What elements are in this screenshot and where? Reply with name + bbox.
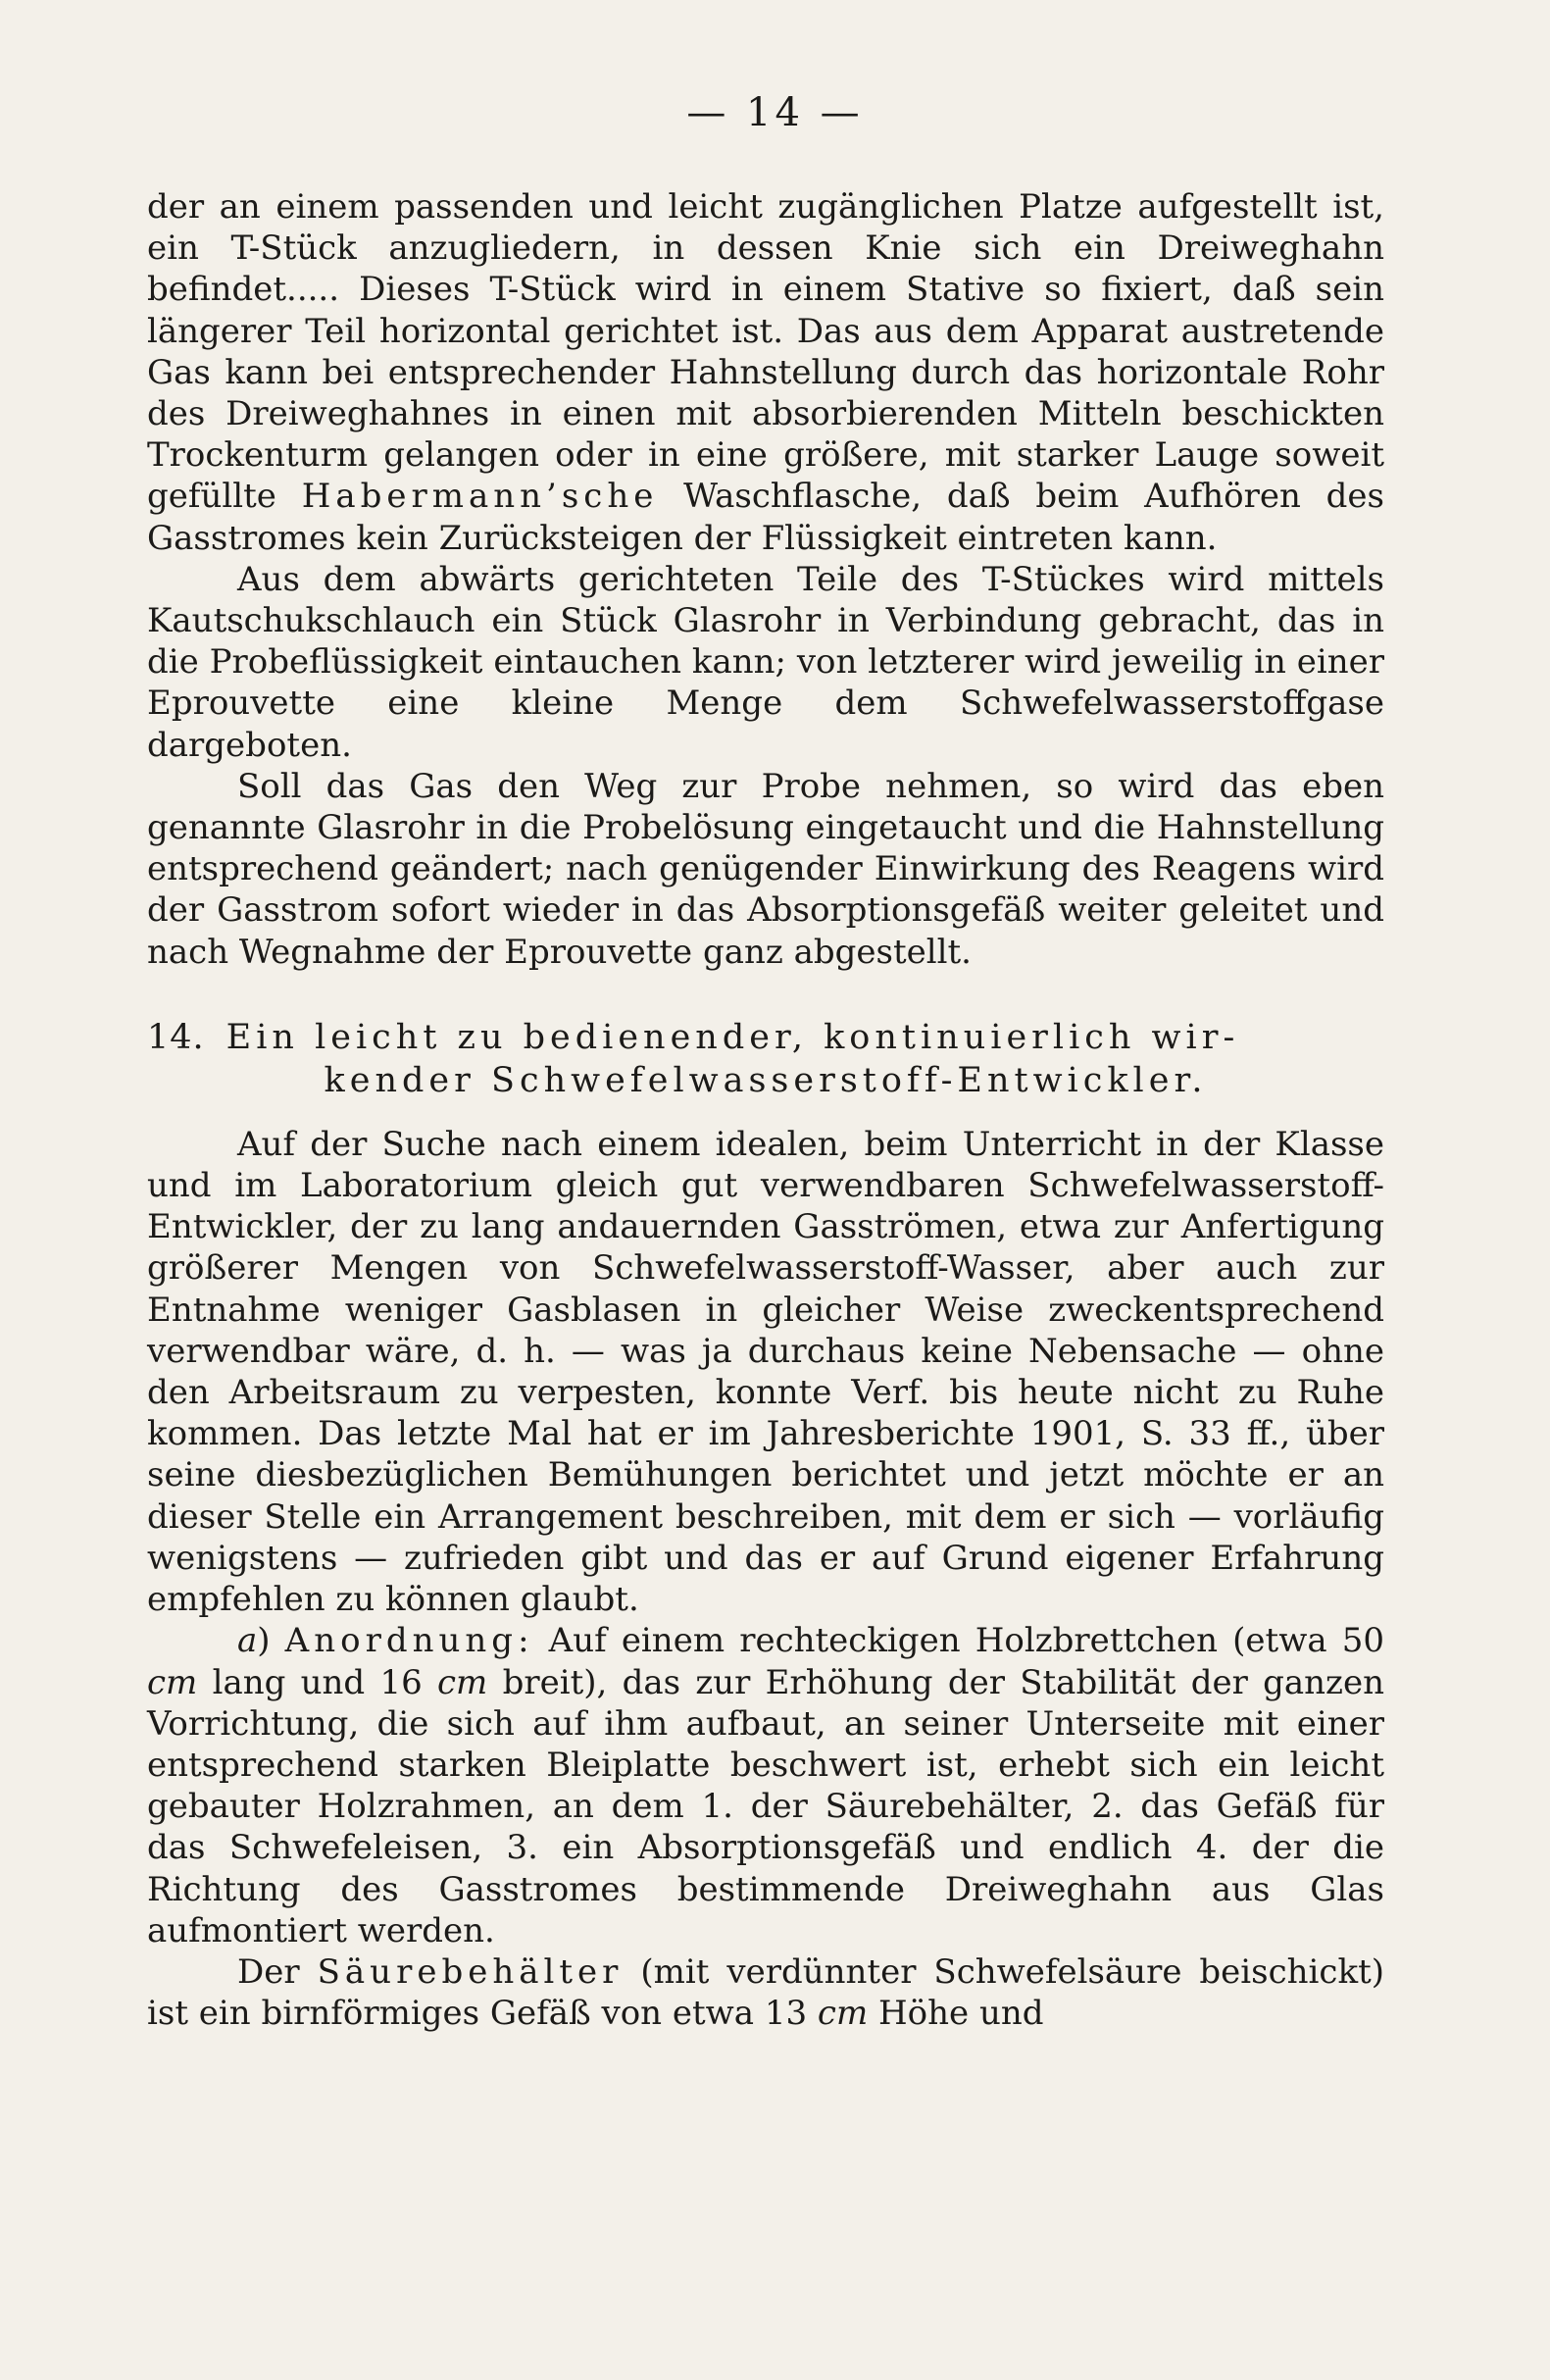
section-title-line1: Ein leicht zu bedienender, kontinuierlich wir-: [225, 1017, 1240, 1057]
page-body: [147, 186, 1384, 2034]
text-run: a: [237, 1621, 258, 1661]
text-run: (mit verdünnter Schwefelsäure beischickt) ist ein birnförmiges Gefäß von etwa 13: [147, 1951, 1385, 2034]
paragraph: [147, 1951, 1384, 2034]
section-title-line2: kender Schwefelwasserstoff-Entwickler.: [324, 1060, 1208, 1100]
text-run: lang und 16: [197, 1662, 437, 1702]
text-run: Auf einem rechteckigen Holzbrettchen (etwa 50: [533, 1621, 1384, 1661]
page-number: — 14 —: [686, 90, 864, 135]
paragraph: [147, 766, 1384, 973]
text-run: Höhe und: [868, 1994, 1044, 2034]
paragraph: [147, 186, 1384, 559]
paragraph: [147, 1124, 1384, 1620]
section-number: 14.: [147, 1017, 205, 1057]
text-run: Soll das Gas den Weg zur Probe nehmen, so wird das eben genannte Glasrohr in die Probelösung eingetaucht und die Hahnstellung entsprechend geändert; nach genügender Einwirkung des Reagens wird der Gasstrom sofort wieder in das Absorptionsgefäß weiter geleitet und nach Wegnahme der Eprouvette ganz abgestellt.: [147, 766, 1384, 972]
text-run: der an einem passenden und leicht zugänglichen Platze aufgestellt ist, ein T-Stück anzugliedern, in dessen Knie sich ein Dreiweghahn befindet..... Dieses T-Stück wird in einem Stative so fixiert, daß sein längerer Teil horizontal gerichtet ist. Das aus dem Apparat austretende Gas kann bei entsprechender Hahnstellung durch das horizontale Rohr des Dreiweghahnes in einen mit absorbierenden Mitteln beschickten Trockenturm gelangen oder in eine größere, mit starker Lauge soweit gefüllte: [147, 187, 1384, 517]
text-block-1: [147, 186, 1384, 973]
text-run: Säurebehälter: [317, 1951, 624, 1992]
text-run: Anordnung:: [284, 1621, 534, 1661]
text-run: Auf der Suche nach einem idealen, beim Unterricht in der Klasse und im Laboratorium gleich gut verwendbaren Schwefelwasserstoff-Entwickler, der zu lang andauernden Gasströmen, etwa zur Anfertigung größerer Mengen von Schwefelwasserstoff-Wasser, aber auch zur Entnahme weniger Gasblasen in gleicher Weise zweckentsprechend verwendbar wäre, d. h. — was ja durchaus keine Nebensache — ohne den Arbeitsraum zu verpesten, konnte Verf. bis heute nicht zu Ruhe kommen. Das letzte Mal hat er im Jahresberichte 1901, S. 33 ff., über seine diesbezüglichen Bemühungen berichtet und jetzt möchte er an dieser Stelle ein Arrangement beschreiben, mit dem er sich — vorläufig wenigstens — zufrieden gibt und das er auf Grund eigener Erfahrung empfehlen zu können glaubt.: [147, 1124, 1384, 1620]
text-run: Der: [237, 1951, 318, 1992]
paragraph: [147, 559, 1384, 766]
text-block-2: [147, 1124, 1384, 2034]
text-run: cm: [147, 1662, 198, 1702]
section-heading: [147, 1016, 1384, 1059]
text-run: Habermann’sche: [301, 477, 659, 517]
text-run: Aus dem abwärts gerichteten Teile des T-Stückes wird mittels Kautschukschlauch ein Stück Glasrohr in Verbindung gebracht, das in die Probeflüssigkeit eintauchen kann; von letzterer wird jeweilig in einer Eprouvette eine kleine Menge dem Schwefelwasserstoffgase dargeboten.: [147, 559, 1384, 765]
paragraph: [147, 1620, 1384, 1951]
text-run: cm: [437, 1662, 488, 1702]
text-run: ): [257, 1621, 285, 1661]
text-run: Waschflasche, daß beim Aufhören des Gasstromes kein Zurücksteigen der Flüssigkeit eintreten kann.: [147, 477, 1384, 558]
text-run: cm: [817, 1994, 869, 2034]
text-run: breit), das zur Erhöhung der Stabilität der ganzen Vorrichtung, die sich auf ihm aufbaut, an seiner Unterseite mit einer entsprechend starken Bleiplatte beschwert ist, erhebt sich ein leicht gebauter Holzrahmen, an dem 1. der Säurebehälter, 2. das Gefäß für das Schwefeleisen, 3. ein Absorptionsgefäß und endlich 4. der die Richtung des Gasstromes bestimmende Dreiweghahn aus Glas aufmontiert werden.: [147, 1662, 1384, 1950]
